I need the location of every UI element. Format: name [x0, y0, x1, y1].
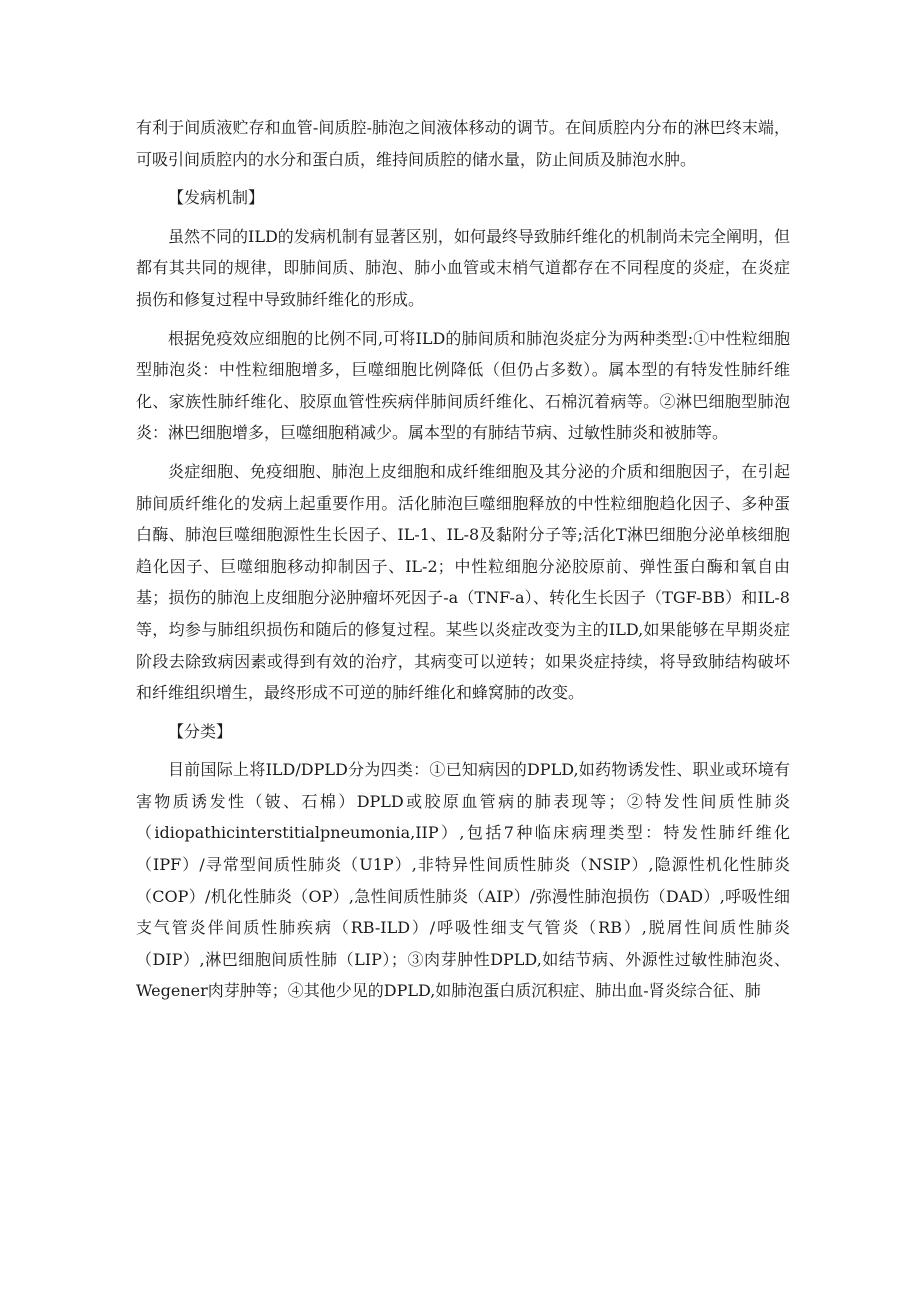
- document-page: [136, 112, 790, 1014]
- paragraph-intro-continuation: 有利于间质液贮存和血管-间质腔-肺泡之间液体移动的调节。在间质腔内分布的淋巴终末端，可吸引间质腔内的水分和蛋白质，维持间质腔的储水量，防止间质及肺泡水肿。: [136, 118, 790, 169]
- paragraph-mechanism-types: 根据免疫效应细胞的比例不同,可将ILD的肺间质和肺泡炎症分为两种类型:①中性粒细胞型肺泡炎：中性粒细胞增多，巨噬细胞比例降低（但仍占多数）。属本型的有特发性肺纤维化、家族性肺纤维化、胶原血管性疾病伴肺间质纤维化、石棉沉着病等。②淋巴细胞型肺泡炎：淋巴细胞增多，巨噬细胞稍减少。属本型的有肺结节病、过敏性肺炎和被肺等。: [136, 328, 790, 443]
- paragraph-mechanism-cytokines: 炎症细胞、免疫细胞、肺泡上皮细胞和成纤维细胞及其分泌的介质和细胞因子，在引起肺间质纤维化的发病上起重要作用。活化肺泡巨噬细胞释放的中性粒细胞趋化因子、多种蛋白酶、肺泡巨噬细胞源性生长因子、IL-1、IL-8及黏附分子等;活化T淋巴细胞分泌单核细胞趋化因子、巨噬细胞移动抑制因子、IL-2；中性粒细胞分泌胶原前、弹性蛋白酶和氧自由基；损伤的肺泡上皮细胞分泌肿瘤坏死因子-a（TNF-a）、转化生长因子（TGF-BB）和IL-8等，均参与肺组织损伤和随后的修复过程。某些以炎症改变为主的ILD,如果能够在早期炎症阶段去除致病因素或得到有效的治疗，其病变可以逆转；如果炎症持续，将导致肺结构破坏和纤维组织增生，最终形成不可逆的肺纤维化和蜂窝肺的改变。: [136, 461, 790, 703]
- section-heading-pathogenesis: 【发病机制】: [168, 188, 265, 208]
- paragraph-mechanism-overview: 虽然不同的ILD的发病机制有显著区别，如何最终导致肺纤维化的机制尚未完全阐明，但都有其共同的规律，即肺间质、肺泡、肺小血管或末梢气道都存在不同程度的炎症，在炎症损伤和修复过程中导致肺纤维化的形成。: [136, 226, 790, 309]
- section-heading-classification: 【分类】: [168, 721, 233, 741]
- paragraph-classification: 目前国际上将ILD/DPLD分为四类：①已知病因的DPLD,如药物诱发性、职业或环境有害物质诱发性（铍、石棉）DPLD或胶原血管病的肺表现等；②特发性间质性肺炎（idiopathicinterstitialpneumonia,IIP）,包括7种临床病理类型：特发性肺纤维化（IPF）/寻常型间质性肺炎（U1P）,非特异性间质性肺炎（NSIP）,隐源性机化性肺炎（COP）/机化性肺炎（OP）,急性间质性肺炎（AIP）/弥漫性肺泡损伤（DAD）,呼吸性细支气管炎伴间质性肺疾病（RB-ILD）/呼吸性细支气管炎（RB）,脱屑性间质性肺炎（DIP）,淋巴细胞间质性肺（LIP）；③肉芽肿性DPLD,如结节病、外源性过敏性肺泡炎、Wegener肉芽肿等；④其他少见的DPLD,如肺泡蛋白质沉积症、肺出血-肾炎综合征、肺: [136, 760, 790, 1001]
